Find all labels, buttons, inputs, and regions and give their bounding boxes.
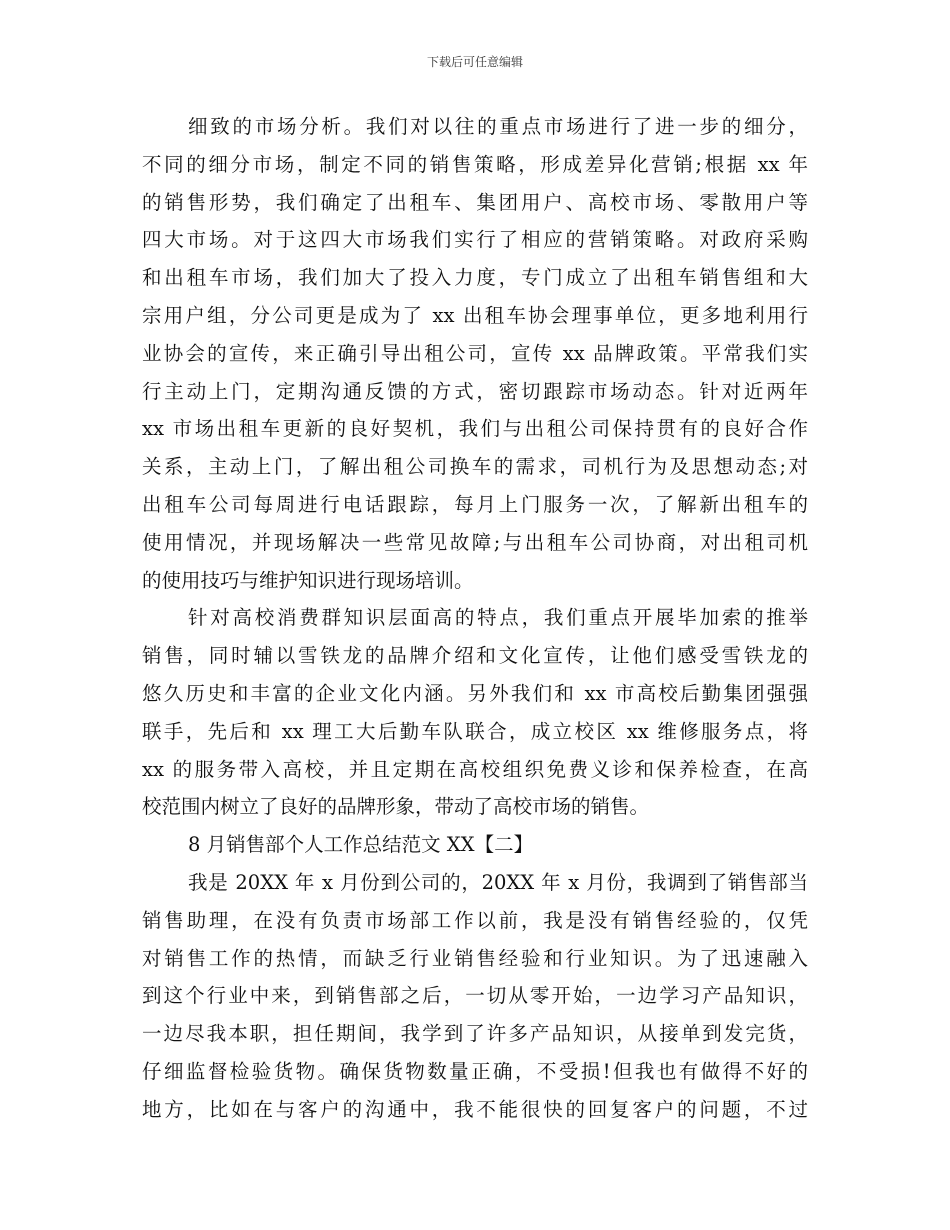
text-line: 到这个行业中来，到销售部之后，一切从零开始，一边学习产品知识， (142, 984, 808, 1008)
text-line: 销售助理，在没有负责市场部工作以前，我是没有销售经验的，仅凭 (142, 908, 808, 932)
text-line: 对销售工作的热情，而缺乏行业销售经验和行业知识。为了迅速融入 (142, 946, 808, 970)
text-line: 地方，比如在与客户的沟通中，我不能很快的回复客户的问题，不过 (142, 1097, 808, 1121)
text-line: 的销售形势，我们确定了出租车、集团用户、高校市场、零散用户等 (142, 190, 808, 214)
text-line: 仔细监督检验货物。确保货物数量正确，不受损!但我也有做得不好的 (142, 1059, 808, 1083)
text-line: xx 的服务带入高校，并且定期在高校组织免费义诊和保养检查，在高 (142, 757, 808, 781)
text-line: 一边尽我本职，担任期间，我学到了许多产品知识，从接单到发完货， (142, 1022, 808, 1046)
text-line: 销售，同时辅以雪铁龙的品牌介绍和文化宣传，让他们感受雪铁龙的 (142, 644, 808, 668)
text-line: xx 市场出租车更新的良好契机，我们与出租公司保持贯有的良好合作 (142, 417, 808, 441)
text-line: 悠久历史和丰富的企业文化内涵。另外我们和 xx 市高校后勤集团强强 (142, 681, 808, 705)
text-line: 使用情况，并现场解决一些常见故障;与出租车公司协商，对出租司机 (142, 530, 808, 554)
text-line: 宗用户组，分公司更是成为了 xx 出租车协会理事单位，更多地利用行 (142, 303, 808, 327)
text-line: 不同的细分市场，制定不同的销售策略，形成差异化营销;根据 xx 年 (142, 152, 808, 176)
text-line: 8 月销售部个人工作总结范文 XX【二】 (188, 833, 534, 857)
document-body (142, 108, 808, 1129)
text-line: 校范围内树立了良好的品牌形象，带动了高校市场的销售。 (142, 795, 650, 819)
text-line: 和出租车市场，我们加大了投入力度，专门成立了出租车销售组和大 (142, 266, 808, 290)
text-line: 四大市场。对于这四大市场我们实行了相应的营销策略。对政府采购 (142, 228, 808, 252)
text-line: 针对高校消费群知识层面高的特点，我们重点开展毕加索的推举 (188, 606, 808, 630)
text-line: 关系，主动上门，了解出租公司换车的需求，司机行为及思想动态;对 (142, 455, 808, 479)
page-header-note: 下载后可任意编辑 (426, 55, 523, 69)
text-line: 行主动上门，定期沟通反馈的方式，密切跟踪市场动态。针对近两年 (142, 379, 808, 403)
text-line: 业协会的宣传，来正确引导出租公司，宣传 xx 品牌政策。平常我们实 (142, 341, 808, 365)
text-line: 细致的市场分析。我们对以往的重点市场进行了进一步的细分， (188, 115, 808, 138)
text-line: 的使用技巧与维护知识进行现场培训。 (142, 568, 474, 592)
text-line: 联手，先后和 xx 理工大后勤车队联合，成立校区 xx 维修服务点，将 (142, 719, 808, 743)
text-line: 我是 20XX 年 x 月份到公司的，20XX 年 x 月份，我调到了销售部当 (188, 870, 808, 894)
text-line: 出租车公司每周进行电话跟踪，每月上门服务一次，了解新出租车的 (142, 492, 808, 516)
